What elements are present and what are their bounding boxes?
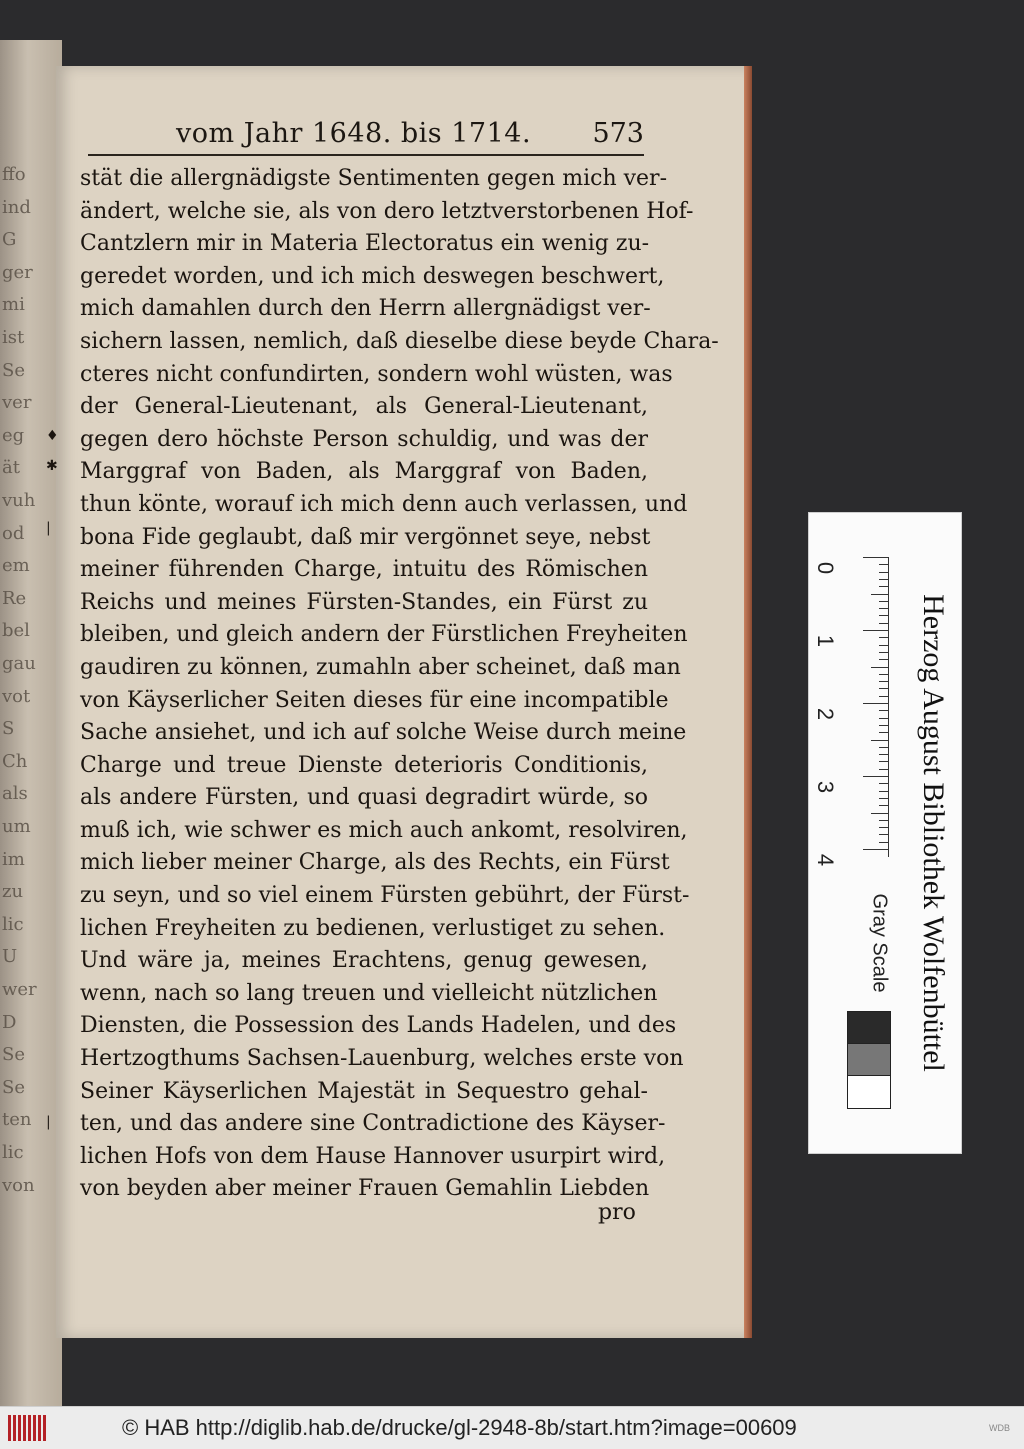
logo-bar <box>8 1415 11 1441</box>
text-line: lichen Hofs von dem Hause Hannover usurpirt wird, <box>80 1143 666 1169</box>
ruler-tick <box>879 579 889 580</box>
ruler-tick <box>879 769 889 770</box>
ruler-tick <box>879 652 889 653</box>
logo-bar <box>13 1415 16 1441</box>
ruler-digit: 1 <box>813 634 839 648</box>
facing-page-word: im <box>2 848 25 870</box>
facing-page-word: bel <box>2 620 30 642</box>
facing-page-word: ist <box>2 327 25 348</box>
ruler-tick <box>879 820 889 821</box>
facing-page-word: eg <box>2 424 25 446</box>
text-line: Sache ansiehet, und ich auf solche Weise durch meine <box>80 720 687 746</box>
page-edge <box>744 66 752 1338</box>
text-line: thun könte, worauf ich mich denn auch verlassen, und <box>80 491 688 517</box>
body-text <box>80 163 719 1206</box>
facing-page-word: U <box>2 946 18 968</box>
institution-name: Herzog August Bibliothek Wolfenbüttel <box>917 594 950 1072</box>
text-line: lichen Freyheiten zu bedienen, verlustiget zu sehen. <box>80 915 666 941</box>
text-line: Marggraf von Baden, als Marggraf von Baden, <box>80 459 648 485</box>
ruler-tick <box>879 798 889 799</box>
text-line: Hertzogthums Sachsen-Lauenburg, welches erste von <box>80 1046 684 1072</box>
logo-bar <box>38 1415 41 1441</box>
ruler-tick <box>879 564 889 565</box>
ruler-tick <box>879 805 889 806</box>
text-line: Diensten, die Possession des Lands Hadelen, und des <box>80 1013 677 1039</box>
facing-page-word: Ch <box>2 750 28 772</box>
facing-page-word: mi <box>2 294 25 316</box>
text-line: mich lieber meiner Charge, als des Rechts, ein Fürst <box>80 850 670 876</box>
scale-ruler-card <box>808 512 962 1154</box>
ruler-tick <box>879 718 889 719</box>
facing-page-word: ät <box>2 457 20 479</box>
ruler-tick <box>879 659 889 660</box>
ruler-tick <box>879 615 889 616</box>
ruler-tick <box>871 740 889 741</box>
ruler-tick <box>879 725 889 726</box>
ruler-tick <box>879 710 889 711</box>
facing-page-word: ver <box>2 392 32 414</box>
hab-logo-icon <box>8 1415 48 1441</box>
facing-page-word: lic <box>2 1142 24 1163</box>
ruler-tick <box>863 776 889 777</box>
ruler-tick <box>863 849 889 850</box>
margin-mark: | <box>46 1114 51 1130</box>
facing-page-word: gau <box>2 653 36 674</box>
facing-page-word: als <box>2 783 28 805</box>
ruler-tick <box>863 557 889 558</box>
text-line: gegen dero höchste Person schuldig, und was der <box>80 426 648 452</box>
facing-page-word: Re <box>2 587 27 609</box>
ruler-digit: 4 <box>813 853 839 867</box>
ruler-tick <box>879 696 889 697</box>
text-line: stät die allergnädigste Sentimenten gegen mich ver- <box>80 166 668 191</box>
ruler-tick <box>879 761 889 762</box>
ruler-tick <box>871 594 889 595</box>
footer-mini-label: WDB <box>989 1423 1010 1433</box>
ruler-tick <box>879 754 889 755</box>
ruler-tick <box>879 747 889 748</box>
ruler-tick <box>879 783 889 784</box>
text-line: Cantzlern mir in Materia Electoratus ein wenig zu- <box>80 231 650 257</box>
header-rule <box>88 154 644 156</box>
facing-page-word: lic <box>2 913 24 935</box>
text-line: bleiben, und gleich andern der Fürstlichen Freyheiten <box>80 622 688 648</box>
running-header <box>176 118 644 154</box>
ruler-tick <box>879 681 889 682</box>
facing-page-word: ger <box>2 261 33 283</box>
ruler-tick <box>871 667 889 668</box>
text-line: wenn, nach so lang treuen und vielleicht nützlichen <box>80 980 658 1006</box>
text-line: der General-Lieutenant, als General-Lieutenant, <box>80 394 648 420</box>
margin-marks <box>44 424 59 1130</box>
ruler-digit: 0 <box>813 561 839 575</box>
ruler-tick <box>879 674 889 675</box>
text-line: mich damahlen durch den Herrn allergnädigst ver- <box>80 296 651 322</box>
ruler-tick <box>879 834 889 835</box>
ruler-tick <box>879 842 889 843</box>
logo-bar <box>33 1415 36 1441</box>
facing-page-word: von <box>2 1174 35 1196</box>
ruler-tick <box>879 623 889 624</box>
facing-page-word: Se <box>2 1076 25 1098</box>
ruler-tick <box>879 688 889 689</box>
facing-page-word: ten <box>2 1109 32 1131</box>
text-line: Seiner Käyserlichen Majestät in Sequestro gehal- <box>80 1078 648 1104</box>
text-line: bona Fide geglaubt, daß mir vergönnet seye, nebst <box>80 524 651 550</box>
text-line: cteres nicht confundirten, sondern wohl wüsten, was <box>80 361 673 387</box>
ruler-tick <box>879 732 889 733</box>
text-line: ten, und das andere sine Contradictione des Käyser- <box>80 1111 666 1137</box>
facing-page-word: D <box>2 1011 17 1033</box>
text-line: gaudiren zu können, zumahln aber scheinet, daß man <box>80 654 681 680</box>
text-line: muß ich, wie schwer es mich auch ankomt, resolviren, <box>80 817 688 843</box>
facing-page-word: S <box>2 718 15 740</box>
logo-bar <box>28 1415 31 1441</box>
text-line: von beyden aber meiner Frauen Gemahlin Liebden <box>80 1176 650 1202</box>
gray-swatch-mid <box>847 1043 891 1077</box>
facing-page-word: ind <box>2 196 31 218</box>
logo-bar <box>43 1415 46 1441</box>
copyright-credit: © HAB http://diglib.hab.de/drucke/gl-2948-8b/start.htm?image=00609 <box>122 1415 797 1440</box>
margin-mark: | <box>46 520 51 536</box>
ruler-tick <box>879 601 889 602</box>
facing-page-word: G <box>2 229 17 251</box>
ruler-tick <box>863 703 889 704</box>
text-line: zu seyn, und so viel einem Fürsten gebührt, der Fürst- <box>80 883 690 909</box>
text-line: meiner führenden Charge, intuitu des Römischen <box>80 557 648 583</box>
ruler-tick <box>879 586 889 587</box>
running-title: vom Jahr 1648. bis 1714. <box>176 118 532 149</box>
facing-page-word: em <box>2 555 30 577</box>
facing-page-word: ffo <box>2 164 26 185</box>
facing-page-word: vuh <box>2 490 36 511</box>
gray-swatch-white <box>847 1075 891 1109</box>
ruler-tick <box>879 572 889 573</box>
text-line: Reichs und meines Fürsten-Standes, ein Fürst zu <box>80 589 648 615</box>
facing-page-word: Se <box>2 1044 25 1066</box>
margin-mark: ♦ <box>46 428 59 444</box>
text-line: Charge und treue Dienste deterioris Conditionis, <box>80 752 648 778</box>
facing-page-word: vot <box>2 685 31 707</box>
text-line: als andere Fürsten, und quasi degradirt würde, so <box>80 785 648 811</box>
ruler-digit: 2 <box>813 707 839 721</box>
margin-mark: ✱ <box>46 458 58 474</box>
facing-page-word: zu <box>2 881 24 903</box>
facing-page-word: um <box>2 816 31 837</box>
gray-scale-label-box <box>859 873 899 1013</box>
ruler-tick <box>879 827 889 828</box>
ruler <box>813 557 895 897</box>
logo-bar <box>23 1415 26 1441</box>
facing-page-word: od <box>2 522 25 544</box>
ruler-tick <box>879 637 889 638</box>
institution-label <box>913 533 953 1133</box>
text-line: sichern lassen, nemlich, daß dieselbe diese beyde Chara- <box>80 328 719 354</box>
logo-bar <box>18 1415 21 1441</box>
catchword: pro <box>598 1200 636 1225</box>
ruler-tick <box>879 645 889 646</box>
text-line: ändert, welche sie, als von dero letztverstorbenen Hof- <box>80 198 694 224</box>
ruler-tick <box>871 813 889 814</box>
ruler-tick <box>879 791 889 792</box>
gray-swatch-dark <box>847 1011 891 1045</box>
ruler-tick <box>863 630 889 631</box>
gray-scale-label: Gray Scale <box>868 893 891 993</box>
text-line: von Käyserlicher Seiten dieses für eine incompatible <box>80 687 669 713</box>
facing-page-word: Se <box>2 359 25 381</box>
ruler-tick <box>879 608 889 609</box>
text-line: geredet worden, und ich mich deswegen beschwert, <box>80 263 665 289</box>
footer-bar <box>0 1406 1024 1449</box>
text-line: Und wäre ja, meines Erachtens, genug gewesen, <box>80 948 648 974</box>
page-number: 573 <box>592 118 644 149</box>
facing-page-word: wer <box>2 979 37 1000</box>
ruler-digit: 3 <box>813 780 839 794</box>
